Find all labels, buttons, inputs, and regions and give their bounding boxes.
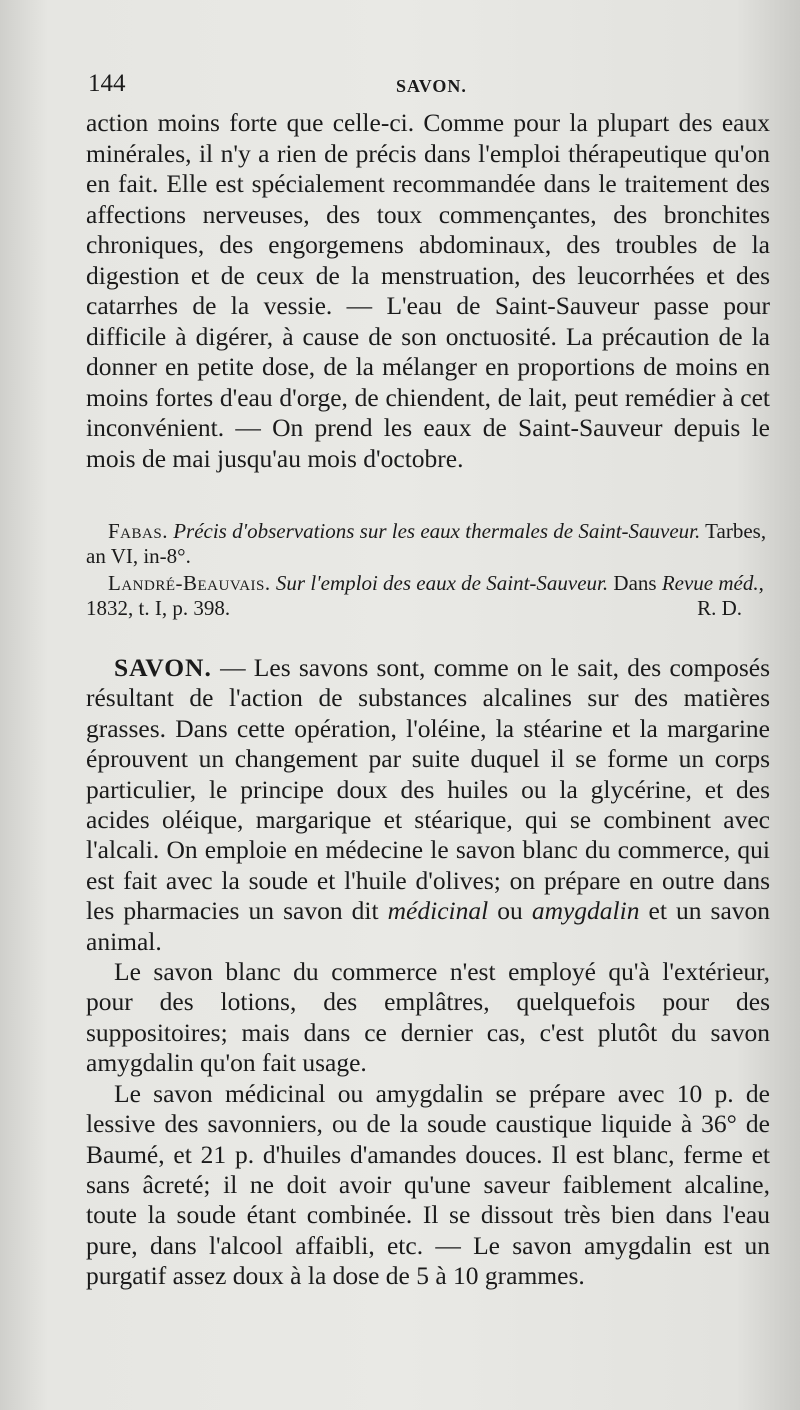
reference-title: Sur l'emploi des eaux de Saint-Sauveur. (275, 571, 609, 595)
article-paragraph (86, 653, 770, 957)
reference-title: Précis d'observations sur les eaux thermales de Saint-Sauveur. (173, 519, 701, 543)
italic-term: amygdalin (531, 896, 640, 926)
article-paragraph: Le savon médicinal ou amygdalin se prépare avec 10 p. de lessive des savonniers, ou de la soude caustique liquide à 36° de Baumé, et 21 p. d'huiles d'amandes douces. Il est blanc, ferme et sans âcreté; il ne doit avoir qu'une saveur faiblement alcaline, toute la soude étant combinée. Il se dissout très bien dans l'eau pure, dans l'alcool affaibli, etc. — Le savon amygdalin est un purgatif assez doux à la dose de 5 à 10 grammes. (86, 1078, 770, 1291)
reference-entry (86, 519, 770, 569)
article-text: et un savon animal. (86, 896, 771, 956)
article-text: ou (497, 896, 523, 926)
page-number: 144 (88, 70, 126, 97)
reference-journal: Revue méd. (661, 571, 759, 595)
italic-term: médicinal (387, 896, 489, 926)
reference-details: , 1832, t. I, p. 398. (86, 571, 764, 620)
reference-entry (86, 571, 770, 621)
author-signature: R. D. (697, 596, 742, 620)
reference-author: Fabas. (108, 519, 168, 543)
bibliography (86, 519, 770, 623)
reference-details-prefix: Dans (613, 571, 657, 595)
running-title: SAVON. (396, 76, 467, 96)
page-header (88, 70, 768, 106)
reference-details: Tarbes, an VI, in-8°. (86, 519, 767, 568)
article-paragraph: Le savon blanc du commerce n'est employé qu'à l'extérieur, pour des lotions, des emplâtres, quelquefois pour des suppositoires; mais dans ce dernier cas, c'est plutôt du savon amygdalin qu'on fait usage. (86, 957, 770, 1078)
reference-author: Landré-Beauvais. (108, 571, 271, 595)
continued-paragraph (86, 108, 770, 474)
paragraph-text: action moins forte que celle-ci. Comme pour la plupart des eaux minérales, il n'y a rien de précis dans l'emploi thérapeutique qu'on en fait. Elle est spécialement recommandée dans le traitement des affections nerveuses, des toux commençantes, des bronchites chroniques, des engorgemens abdominaux, des troubles de la digestion et de ceux de la menstruation, des leucorrhées et des catarrhes de la vessie. — L'eau de Saint-Sauveur passe pour difficile à digérer, à cause de son onctuosité. La précaution de la donner en petite dose, de la mélanger en proportions de moins en moins fortes d'eau d'orge, de chiendent, de lait, peut remédier à cet inconvénient. — On prend les eaux de Saint-Sauveur depuis le mois de mai jusqu'au mois d'octobre. (86, 108, 770, 473)
article-headword: SAVON. (114, 653, 212, 682)
article-savon (86, 653, 770, 1292)
article-text: — Les savons sont, comme on le sait, des composés résultant de l'action de substances alcalines sur des matières grasses. Dans cette opération, l'oléine, la stéarine et la margarine éprouvent un changement par suite duquel il se forme un corps particulier, le principe doux des huiles ou la glycérine, et des acides oléique, margarique et stéarique, qui se combinent avec l'alcali. On emploie en médecine le savon blanc du commerce, qui est fait avec la soude et l'huile d'olives; on prépare en outre dans les pharmacies un savon dit (86, 653, 771, 926)
